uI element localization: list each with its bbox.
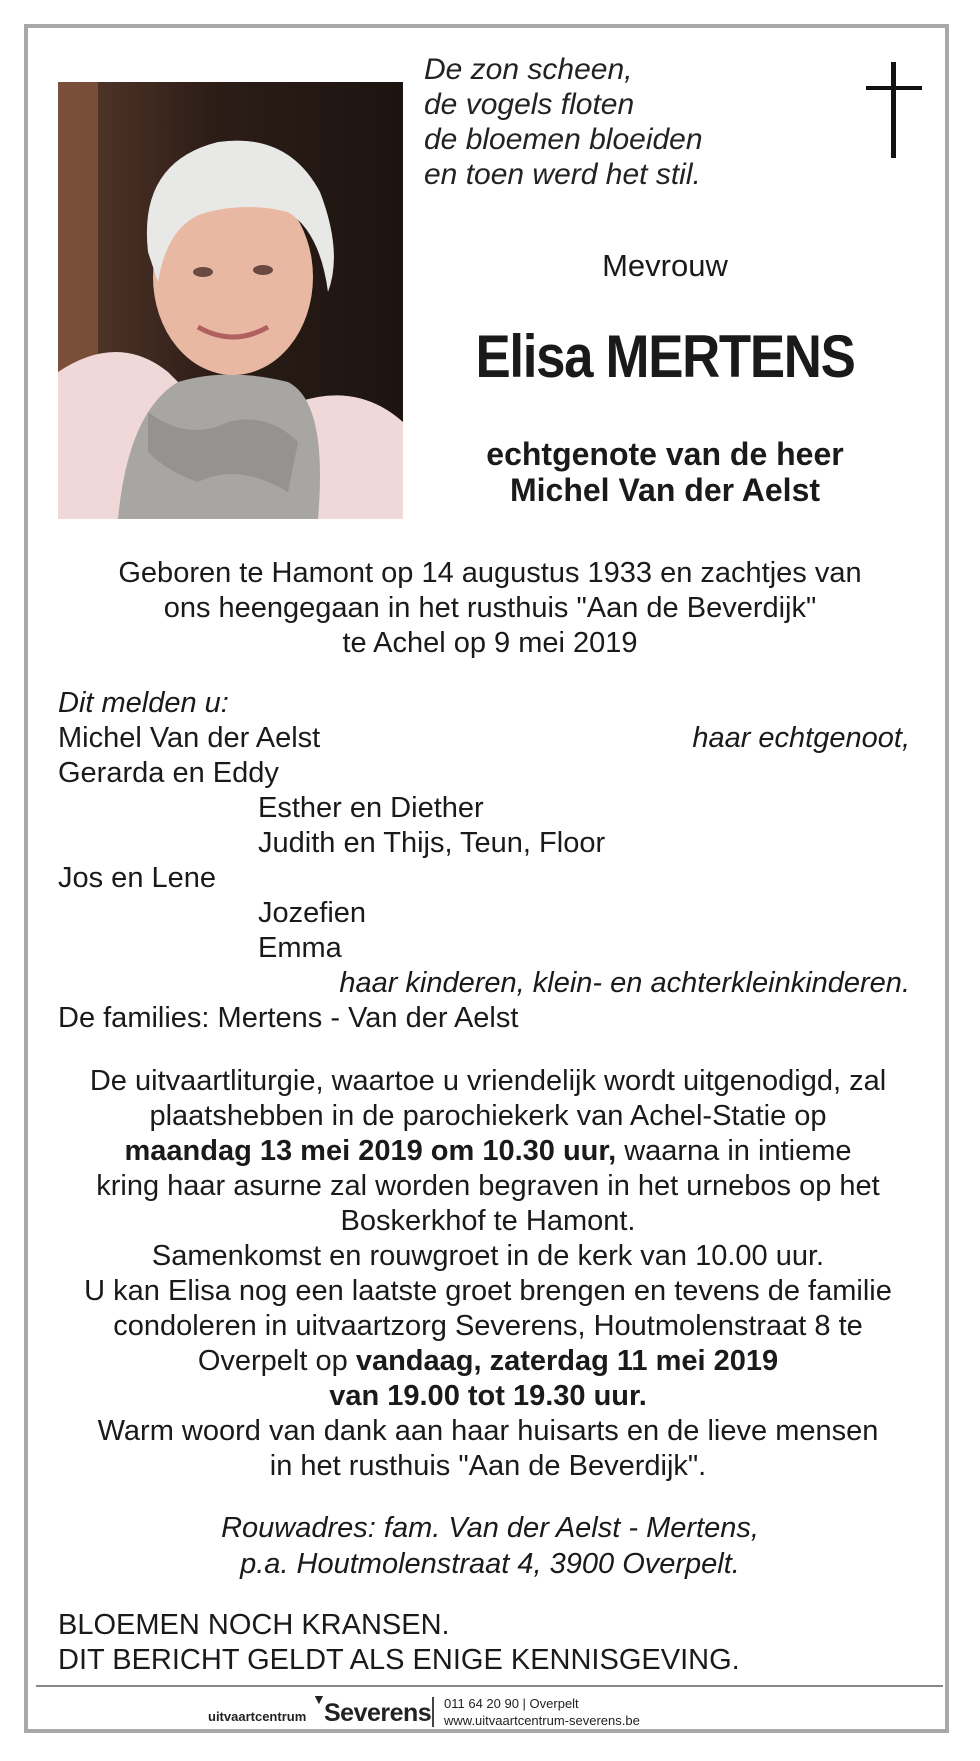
poem xyxy=(424,52,703,192)
family-list xyxy=(58,686,910,1036)
portrait-photo xyxy=(58,82,403,519)
portrait-image xyxy=(58,82,403,519)
service-line: in het rusthuis "Aan de Beverdijk". xyxy=(269,1450,707,1482)
children-role: haar kinderen, klein- en achterkleinkinderen. xyxy=(339,967,910,999)
footer-divider-vertical xyxy=(432,1697,434,1727)
honorific: Mevrouw xyxy=(602,248,728,283)
footer-contact xyxy=(444,1695,640,1729)
mourning-address xyxy=(60,1510,920,1582)
service-date: maandag 13 mei 2019 om 10.30 uur, xyxy=(124,1135,617,1167)
service-line: condoleren in uitvaartzorg Severens, Houtmolenstraat 8 te xyxy=(113,1310,863,1342)
husband-role: haar echtgenoot, xyxy=(692,722,910,754)
family-grandchild: Jozefien xyxy=(258,897,367,929)
cross-icon xyxy=(866,62,922,158)
poem-line: De zon scheen, xyxy=(424,53,633,86)
brand-triangle-icon: ▼ xyxy=(312,1691,326,1707)
service-line: Boskerkhof te Hamont. xyxy=(340,1205,636,1237)
poem-line: de bloemen bloeiden xyxy=(424,123,703,156)
family-child: Gerarda en Eddy xyxy=(58,757,279,789)
service-text: waarna in intieme xyxy=(616,1135,852,1167)
service-line: plaatshebben in de parochiekerk van Achel-Statie op xyxy=(149,1100,827,1132)
service-line xyxy=(48,1134,928,1169)
service-line: De uitvaartliturgie, waartoe u vriendelijk wordt uitgenodigd, zal xyxy=(89,1065,887,1097)
service-line xyxy=(48,1379,928,1414)
family-grandchild: Esther en Diether xyxy=(258,792,484,824)
poem-line: de vogels floten xyxy=(424,88,635,121)
family-grandchild: Judith en Thijs, Teun, Floor xyxy=(258,827,606,859)
spouse-line: echtgenote van de heer xyxy=(486,436,844,472)
born-line: Geboren te Hamont op 14 augustus 1933 en zachtjes van xyxy=(118,557,862,589)
born-line: te Achel op 9 mei 2019 xyxy=(342,627,638,659)
spouse-line: Michel Van der Aelst xyxy=(509,472,821,508)
footer-divider xyxy=(36,1685,943,1687)
notice xyxy=(58,1608,740,1678)
notice-line: BLOEMEN NOCH KRANSEN. xyxy=(58,1609,450,1641)
family-intro: Dit melden u: xyxy=(58,687,229,719)
footer xyxy=(0,1691,980,1731)
visitation-date: vandaag, zaterdag 11 mei 2019 xyxy=(355,1345,779,1377)
spouse-info xyxy=(440,436,890,508)
family-row-husband xyxy=(58,721,910,756)
deceased-name: Elisa MERTENS xyxy=(475,323,855,390)
service-line: U kan Elisa nog een laatste groet brengen en tevens de familie xyxy=(84,1275,892,1307)
family-grandchild: Emma xyxy=(258,932,342,964)
service-line: kring haar asurne zal worden begraven in het urnebos op het xyxy=(96,1170,880,1202)
service-line xyxy=(48,1344,928,1379)
address-line: Rouwadres: fam. Van der Aelst - Mertens, xyxy=(221,1512,759,1544)
born-line: ons heengegaan in het rusthuis "Aan de Beverdijk" xyxy=(163,592,817,624)
funeral-service-info xyxy=(48,1064,928,1484)
birth-death-info xyxy=(60,556,920,661)
notice-line: DIT BERICHT GELDT ALS ENIGE KENNISGEVING. xyxy=(58,1644,740,1676)
service-line: Samenkomst en rouwgroet in de kerk van 10.00 uur. xyxy=(151,1240,825,1272)
visitation-time: van 19.00 tot 19.30 uur. xyxy=(329,1380,647,1412)
brand-prefix: uitvaartcentrum xyxy=(208,1709,307,1724)
brand-name: Severens xyxy=(324,1699,432,1727)
service-line: Warm woord van dank aan haar huisarts en de lieve mensen xyxy=(97,1415,879,1447)
poem-line: en toen werd het stil. xyxy=(424,158,701,191)
address-line: p.a. Houtmolenstraat 4, 3900 Overpelt. xyxy=(240,1548,740,1580)
service-text: Overpelt op xyxy=(197,1345,356,1377)
husband-name: Michel Van der Aelst xyxy=(58,722,321,754)
footer-website: www.uitvaartcentrum-severens.be xyxy=(444,1713,640,1728)
families-line: De families: Mertens - Van der Aelst xyxy=(58,1002,519,1034)
family-child: Jos en Lene xyxy=(58,862,217,894)
footer-phone: 011 64 20 90 | Overpelt xyxy=(444,1696,579,1711)
